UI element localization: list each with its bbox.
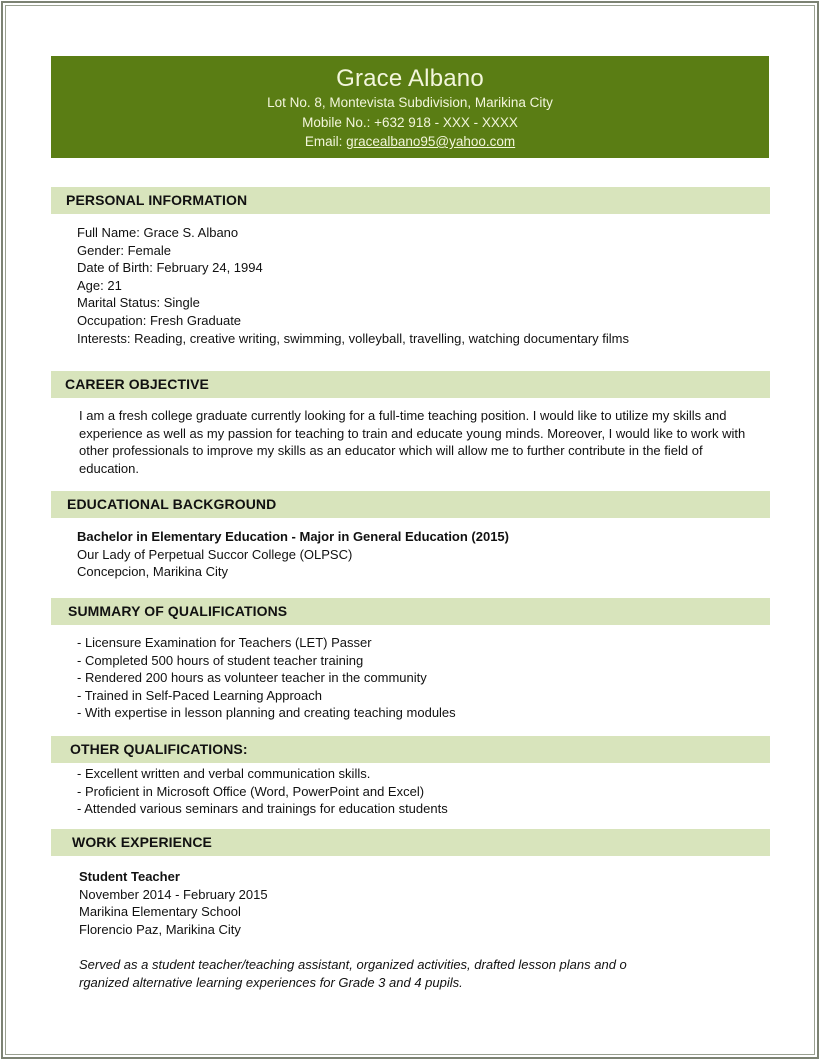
job-description-line: rganized alternative learning experiences for Grade 3 and 4 pupils. (79, 974, 463, 990)
section-title: SUMMARY OF QUALIFICATIONS (68, 603, 288, 619)
career-objective-text: I am a fresh college graduate currently looking for a full-time teaching position. I would like to utilize my skills and experience as well as my passion for teaching to train and educate young minds. Moreover, I would like to work with other professionals to improve my skills as an educator which will allow me to further contribute in the field of education. (79, 408, 746, 476)
marital-status: Marital Status: Single (77, 295, 200, 311)
occupation: Occupation: Fresh Graduate (77, 312, 242, 328)
school-name: Our Lady of Perpetual Succor College (OLPSC) (77, 546, 353, 562)
mobile-number: Mobile No.: +632 918 - XXX - XXXX (302, 114, 518, 130)
interests: Interests: Reading, creative writing, swimming, volleyball, travelling, watching documentary films (77, 330, 629, 346)
list-item: - Attended various seminars and trainings for education students (77, 801, 448, 817)
list-item: - With expertise in lesson planning and creating teaching modules (77, 705, 456, 721)
date-of-birth: Date of Birth: February 24, 1994 (77, 260, 263, 276)
summary-qualifications-list (77, 634, 456, 722)
list-item: - Trained in Self-Paced Learning Approach (77, 687, 322, 703)
list-item: - Licensure Examination for Teachers (LET) Passer (77, 635, 372, 650)
section-bar-personal-information (51, 187, 770, 214)
personal-information-list (77, 224, 629, 347)
degree: Bachelor in Elementary Education - Major in General Education (2015) (77, 529, 509, 544)
candidate-name: Grace Albano (336, 65, 484, 92)
resume-header (51, 56, 769, 158)
other-qualifications-list (77, 765, 448, 818)
section-title: CAREER OBJECTIVE (65, 376, 209, 392)
email-line (51, 132, 769, 152)
section-bar-career-objective (51, 371, 770, 398)
section-bar-other-qualifications (51, 736, 770, 763)
section-title: WORK EXPERIENCE (72, 834, 212, 850)
school-location: Concepcion, Marikina City (77, 564, 229, 580)
list-item: - Rendered 200 hours as volunteer teacher in the community (77, 670, 427, 686)
section-bar-work-experience (51, 829, 770, 856)
email-link[interactable]: gracealbano95@yahoo.com (346, 134, 516, 149)
work-experience-entry (79, 868, 268, 938)
job-description (79, 956, 627, 991)
job-description-line: Served as a student teacher/teaching assistant, organized activities, drafted lesson plans and o (79, 957, 627, 972)
gender: Gender: Female (77, 242, 171, 258)
section-title: OTHER QUALIFICATIONS: (70, 741, 248, 757)
address: Lot No. 8, Montevista Subdivision, Marikina City (267, 95, 553, 110)
section-bar-summary-of-qualifications (51, 598, 770, 625)
age: Age: 21 (77, 277, 122, 293)
education-entry (77, 528, 509, 581)
job-dates: November 2014 - February 2015 (79, 886, 268, 902)
section-title: EDUCATIONAL BACKGROUND (67, 496, 277, 512)
section-title: PERSONAL INFORMATION (66, 192, 248, 208)
full-name: Full Name: Grace S. Albano (77, 225, 239, 240)
list-item: - Excellent written and verbal communication skills. (77, 766, 371, 781)
employer-location: Florencio Paz, Marikina City (79, 921, 241, 937)
employer: Marikina Elementary School (79, 904, 241, 920)
list-item: - Proficient in Microsoft Office (Word, PowerPoint and Excel) (77, 783, 425, 799)
job-position: Student Teacher (79, 869, 180, 884)
section-bar-educational-background (51, 491, 770, 518)
email-label: Email: (304, 134, 347, 149)
list-item: - Completed 500 hours of student teacher training (77, 652, 364, 668)
